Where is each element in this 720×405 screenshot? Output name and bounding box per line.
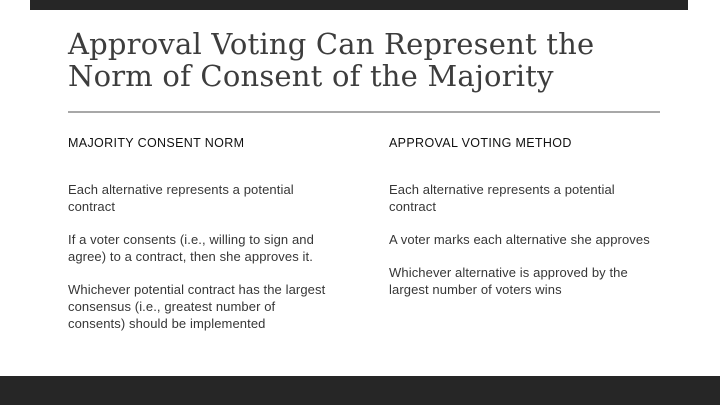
slide-title-line-2: Norm of Consent of the Majority	[68, 59, 554, 93]
text-line: contract	[389, 199, 437, 214]
text-line: consents) should be implemented	[68, 316, 266, 331]
text-line: Whichever potential contract has the largest	[68, 282, 326, 297]
text-line: Each alternative represents a potential	[68, 182, 294, 197]
bottom-accent-bar	[0, 376, 720, 405]
column-majority-consent-norm	[68, 136, 383, 348]
text-line: If a voter consents (i.e., willing to sign and	[68, 232, 314, 247]
paragraph	[68, 281, 383, 332]
text-line: consensus (i.e., greatest number of	[68, 299, 276, 314]
text-line: agree) to a contract, then she approves it.	[68, 249, 313, 264]
text-line: A voter marks each alternative she approves	[389, 232, 650, 247]
text-line: Each alternative represents a potential	[389, 182, 615, 197]
paragraph	[68, 181, 383, 215]
paragraph	[389, 181, 704, 215]
column-header: APPROVAL VOTING METHOD	[389, 136, 572, 150]
paragraph	[68, 231, 383, 265]
column-body	[68, 181, 383, 332]
column-body	[389, 181, 704, 298]
paragraph	[389, 231, 704, 248]
column-header: MAJORITY CONSENT NORM	[68, 136, 245, 150]
slide-title-line-1: Approval Voting Can Represent the	[68, 27, 595, 61]
text-line: contract	[68, 199, 116, 214]
slide-title	[68, 28, 688, 92]
title-divider-rule	[68, 111, 660, 113]
column-approval-voting-method	[389, 136, 704, 314]
paragraph	[389, 264, 704, 298]
text-line: Whichever alternative is approved by the	[389, 265, 628, 280]
text-line: largest number of voters wins	[389, 282, 562, 297]
top-accent-bar	[30, 0, 688, 10]
